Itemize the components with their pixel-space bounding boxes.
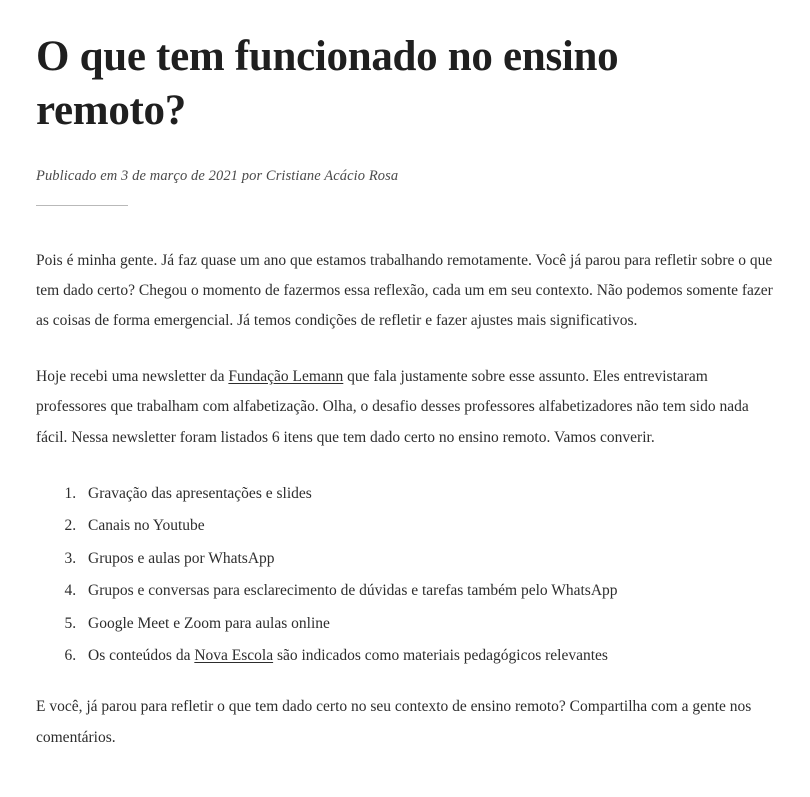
list-item xyxy=(80,641,774,670)
paragraph-newsletter xyxy=(36,362,774,453)
paragraph-closing: E você, já parou para refletir o que tem dado certo no seu contexto de ensino remoto? Compartilha com a gente nos comentários. xyxy=(36,698,752,746)
link-fundacao-lemann[interactable]: Fundação Lemann xyxy=(228,368,344,386)
list-item-text-before: Os conteúdos da xyxy=(88,647,195,664)
paragraph-intro: Pois é minha gente. Já faz quase um ano que estamos trabalhando remotamente. Você já parou para refletir sobre o que tem dado certo? Chegou o momento de fazermos essa reflexão, cada um em seu contexto. Não podemos somente fazer as coisas de forma emergencial. Já temos condições de refletir e fazer ajustes mais significativos. xyxy=(36,251,773,329)
list-item-text-after: são indicados como materiais pedagógicos relevantes xyxy=(273,647,608,664)
list-item: 4. Grupos e conversas para esclarecimento de dúvidas e tarefas também pelo WhatsApp xyxy=(80,576,774,605)
paragraph-newsletter-text-before: Hoje recebi uma newsletter da xyxy=(36,368,229,386)
ordered-list xyxy=(36,479,774,671)
list-item: 2. Canais no Youtube xyxy=(80,511,774,540)
list-item: 5. Google Meet e Zoom para aulas online xyxy=(80,609,774,638)
post-meta: Publicado em 3 de março de 2021 por Cristiane Acácio Rosa xyxy=(36,167,399,184)
link-nova-escola[interactable]: Nova Escola xyxy=(194,647,274,664)
paragraph-newsletter-text-after: que fala justamente sobre esse assunto. Eles entrevistaram professores que trabalham com alfabetização. Olha, o desafio desses professores alfabetizadores não tem sido nada fácil. Nessa newsletter foram listados 6 itens que tem dado certo no ensino remoto. Vamos converir. xyxy=(36,368,749,446)
article-body xyxy=(36,246,774,753)
list-item: 1. Gravação das apresentações e slides xyxy=(80,479,774,508)
divider xyxy=(36,205,128,206)
page-title: O que tem funcionado no ensino remoto? xyxy=(36,33,619,134)
list-item: 3. Grupos e aulas por WhatsApp xyxy=(80,544,774,573)
